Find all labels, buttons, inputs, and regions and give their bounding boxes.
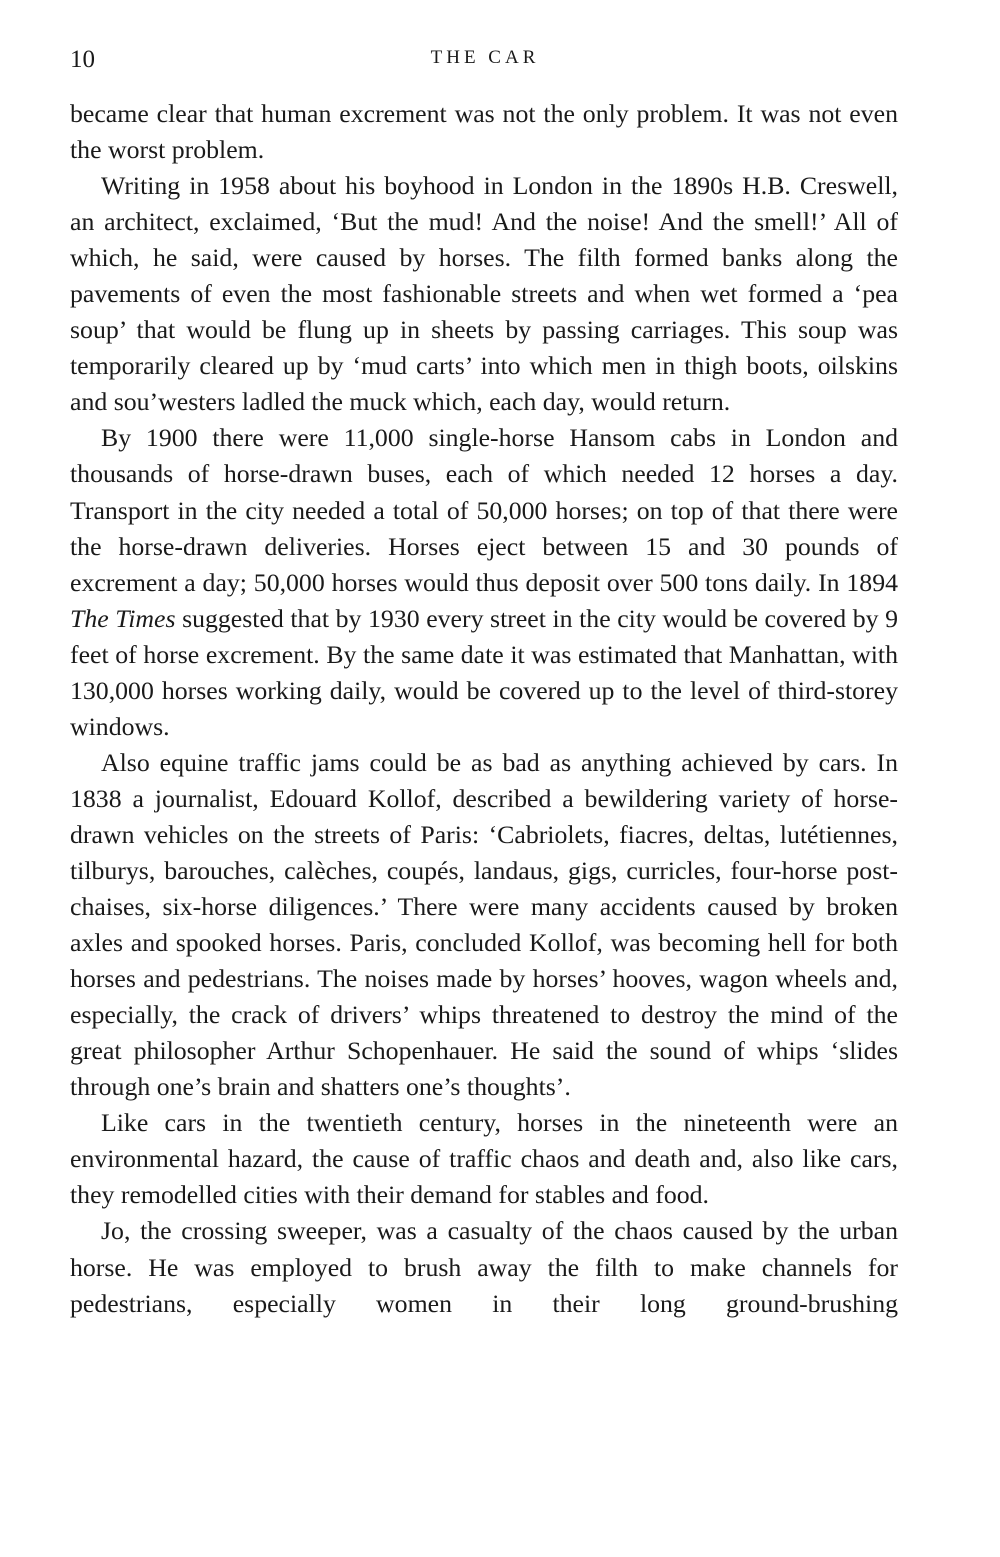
paragraph-3-text-before: By 1900 there were 11,000 single-horse Hansom cabs in London and thousands of horse-drawn buses, each of which needed 12 horses a day. Transport in the city needed a total of 50,000 horses; on top of that there were the horse-drawn deliveries. Horses eject between 15 and 30 pounds of excrement a day; 50,000 horses would thus deposit over 500 tons daily. In 1894 bbox=[70, 423, 898, 597]
paragraph-3-text-after: suggested that by 1930 every street in the city would be covered by 9 feet of horse excrement. By the same date it was estimated that Manhattan, with 130,000 horses working daily, would be covered up to the level of third-storey windows. bbox=[70, 603, 898, 741]
paragraph-4: Also equine traffic jams could be as bad as anything achieved by cars. In 1838 a journalist, Edouard Kollof, described a bewildering variety of horse-drawn vehicles on the streets of Paris: ‘Cabriolets, fiacres, deltas, lutétiennes, tilburys, barouches, calèches, coupés, landaus, gigs, curricles, four-horse post-chaises, six-horse diligences.’ There were many accidents caused by broken axles and spooked horses. Paris, concluded Kollof, was becoming hell for both horses and pedestrians. The noises made by horses’ hooves, wagon wheels and, especially, the crack of drivers’ whips threatened to destroy the mind of the great philosopher Arthur Schopenhauer. He said the sound of whips ‘slides through one’s brain and shatters one’s thoughts’. bbox=[70, 747, 898, 1102]
running-head: THE CAR bbox=[430, 47, 540, 68]
paragraph-3 bbox=[70, 420, 898, 744]
paragraph-5: Like cars in the twentieth century, horses in the nineteenth were an environmental hazard, the cause of traffic chaos and death and, also like cars, they remodelled cities with their demand for stables and food. bbox=[70, 1108, 898, 1210]
paragraph-2: Writing in 1958 about his boyhood in London in the 1890s H.B. Creswell, an architect, exclaimed, ‘But the mud! And the noise! And the smell!’ All of which, he said, were caused by horses. The filth formed banks along the pavements of even the most fashionable streets and when wet formed a ‘pea soup’ that would be flung up in sheets by passing carriages. This soup was temporarily cleared up by ‘mud carts’ into which men in thigh boots, oilskins and sou’westers ladled the muck which, each day, would return. bbox=[70, 171, 898, 417]
newspaper-title: The Times bbox=[70, 603, 176, 633]
body-text bbox=[70, 96, 898, 1322]
paragraph-1: became clear that human excrement was not the only problem. It was not even the worst problem. bbox=[70, 99, 898, 165]
page-number: 10 bbox=[70, 46, 95, 73]
page-header bbox=[70, 40, 900, 80]
paragraph-6: Jo, the crossing sweeper, was a casualty of the chaos caused by the urban horse. He was employed to brush away the filth to make channels for pedestrians, especially women in their long ground-brushing bbox=[70, 1216, 898, 1318]
